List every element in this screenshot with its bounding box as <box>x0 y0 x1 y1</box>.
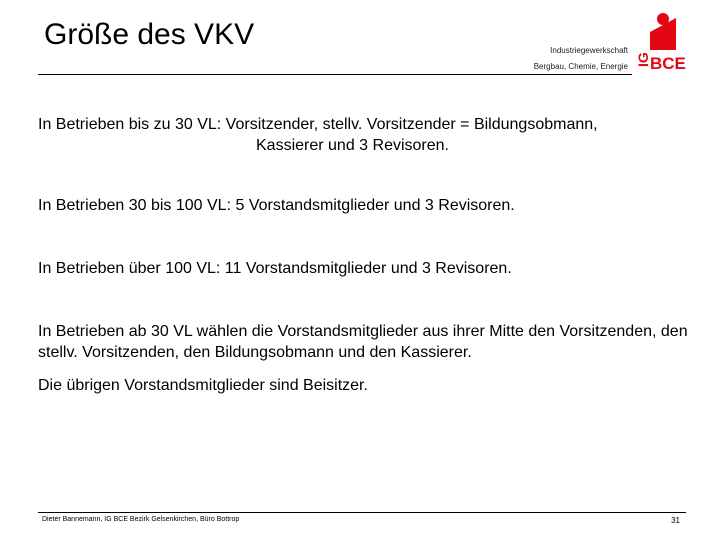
paragraph-beisitzer: Die übrigen Vorstandsmitglieder sind Beisitzer. <box>38 377 368 394</box>
paragraph-large-companies: In Betrieben über 100 VL: 11 Vorstandsmitglieder und 3 Revisoren. <box>38 260 512 277</box>
page-number: 31 <box>671 516 680 525</box>
paragraph-election: In Betrieben ab 30 VL wählen die Vorstandsmitglieder aus ihrer Mitte den Vorsitzenden, den stellv. Vorsitzenden, den Bildungsobmann und den Kassierer. <box>38 323 688 361</box>
header-divider <box>38 74 632 75</box>
logo-ig-text: IG <box>635 52 651 67</box>
slide-content <box>38 114 690 396</box>
paragraph-small-companies <box>38 114 690 156</box>
logo-bce-text: BCE <box>650 54 686 73</box>
org-name-line2: Bergbau, Chemie, Energie <box>533 62 628 71</box>
footer-author: Dieter Bannemann, IG BCE Bezirk Gelsenkirchen, Büro Bottrop <box>42 516 240 523</box>
paragraph-small-companies-line2: Kassierer und 3 Revisoren. <box>256 137 449 154</box>
ig-bce-logo <box>634 10 686 73</box>
paragraph-small-companies-line1: In Betrieben bis zu 30 VL: Vorsitzender, stellv. Vorsitzender = Bildungsobmann, <box>38 116 598 133</box>
org-name-line1: Industriegewerkschaft <box>550 46 628 55</box>
paragraph-medium-companies: In Betrieben 30 bis 100 VL: 5 Vorstandsmitglieder und 3 Revisoren. <box>38 197 515 214</box>
footer-divider <box>38 512 686 513</box>
page-title: Größe des VKV <box>44 18 255 51</box>
